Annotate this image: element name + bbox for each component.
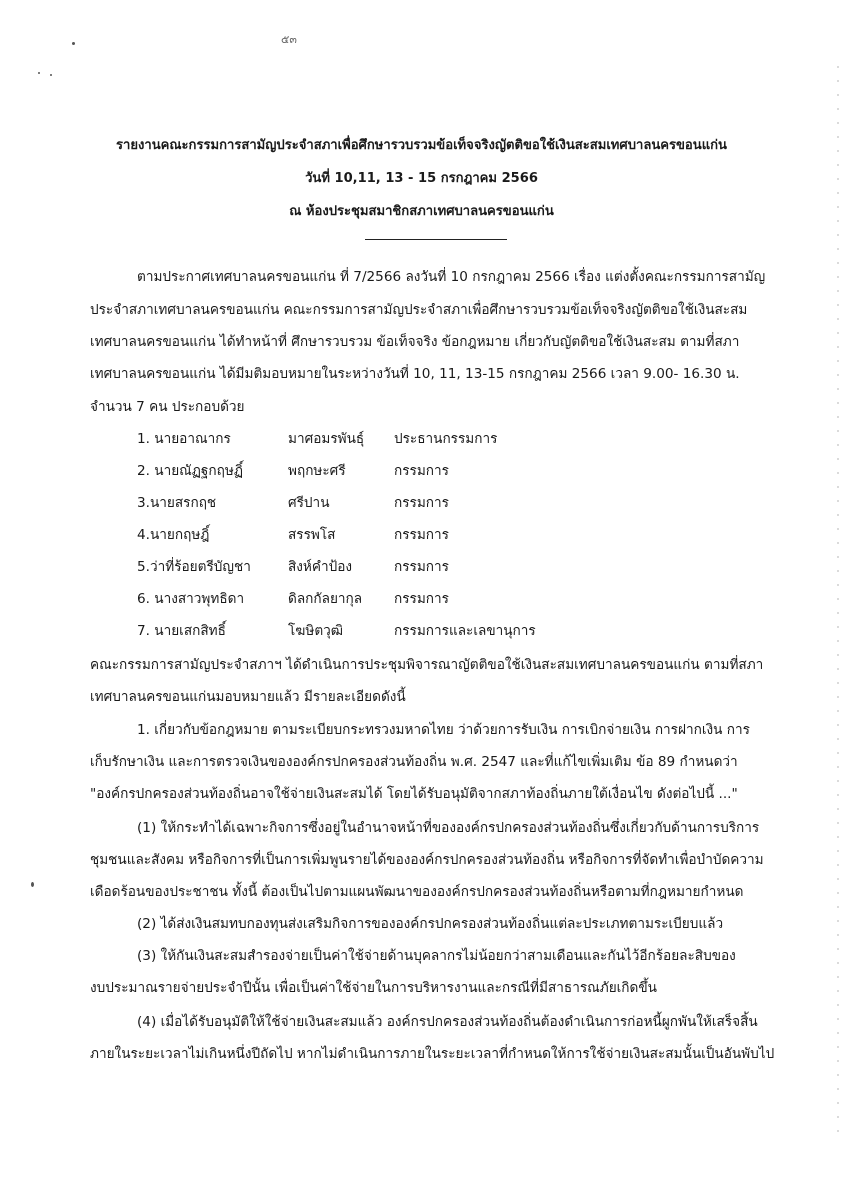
body-line: ชุมชนและสังคม หรือกิจการที่เป็นการเพิ่มพูนรายได้ขององค์กรปกครองส่วนท้องถิ่น หรือกิจการที่จัดทำเพื่อบำบัดความ	[90, 852, 764, 868]
intro-line: จำนวน 7 คน ประกอบด้วย	[90, 399, 245, 415]
intro-line: เทศบาลนครขอนแก่น ได้มีมติมอบหมายในระหว่างวันที่ 10, 11, 13-15 กรกฎาคม 2566 เวลา 9.00- 16.30 น.	[90, 366, 740, 382]
member-name: 5.ว่าที่ร้อยตรีบัญชา	[137, 559, 251, 575]
member-role: กรรมการ	[394, 495, 449, 511]
body-line: (3) ให้กันเงินสะสมสำรองจ่ายเป็นค่าใช้จ่ายด้านบุคลากรไม่น้อยกว่าสามเดือนและกันไว้อีกร้อยละสิบของ	[137, 948, 736, 964]
intro-line: ประจำสภาเทศบาลนครขอนแก่น คณะกรรมการสามัญประจำสภาเพื่อศึกษารวบรวมข้อเท็จจริงญัตติขอใช้เงินสะสม	[90, 302, 748, 318]
intro-line: เทศบาลนครขอนแก่น ได้ทำหน้าที่ ศึกษารวบรวม ข้อเท็จจริง ข้อกฎหมาย เกี่ยวกับญัตติขอใช้เงินสะสม ตามที่สภา	[90, 334, 740, 350]
member-name: 7. นายเสกสิทธิ์	[137, 623, 226, 639]
member-surname: มาศอมรพันธุ์	[288, 431, 365, 447]
body-line: (1) ให้กระทำได้เฉพาะกิจการซึ่งอยู่ในอำนาจหน้าที่ขององค์กรปกครองส่วนท้องถิ่นซึ่งเกี่ยวกับด้านการบริการ	[137, 820, 760, 836]
member-name: 1. นายอาณากร	[137, 431, 231, 447]
member-name: 4.นายกฤษฎิ์	[137, 527, 210, 543]
member-surname: ศรีปาน	[288, 495, 330, 511]
scan-speck	[50, 74, 52, 76]
member-surname: สิงห์คำป้อง	[288, 559, 353, 575]
body-line: (2) ได้ส่งเงินสมทบกองทุนส่งเสริมกิจการขององค์กรปกครองส่วนท้องถิ่นแต่ละประเภทตามระเบียบแล้ว	[137, 916, 724, 932]
body-line: เทศบาลนครขอนแก่นมอบหมายแล้ว มีรายละเอียดดังนี้	[90, 689, 406, 705]
member-role: กรรมการและเลขานุการ	[394, 623, 536, 639]
body-line: เก็บรักษาเงิน และการตรวจเงินขององค์กรปกครองส่วนท้องถิ่น พ.ศ. 2547 และที่แก้ไขเพิ่มเติม ข้อ 89 กำหนดว่า	[90, 754, 738, 770]
scan-speck	[38, 72, 40, 74]
body-line: เดือดร้อนของประชาชน ทั้งนี้ ต้องเป็นไปตามแผนพัฒนาขององค์กรปกครองส่วนท้องถิ่นหรือตามที่กฎหมายกำหนด	[90, 884, 744, 900]
report-location: ณ ห้องประชุมสมาชิกสภาเทศบาลนครขอนแก่น	[289, 204, 554, 219]
body-line: (4) เมื่อได้รับอนุมัติให้ใช้จ่ายเงินสะสมแล้ว องค์กรปกครองส่วนท้องถิ่นต้องดำเนินการก่อหนี้ผูกพันให้เสร็จสิ้น	[137, 1014, 758, 1030]
member-name: 3.นายสรกฤช	[137, 495, 217, 511]
member-surname: ดิลกกัลยากุล	[288, 591, 363, 607]
member-role: กรรมการ	[394, 591, 449, 607]
member-role: กรรมการ	[394, 463, 449, 479]
scan-edge-dots	[837, 60, 839, 1140]
intro-line: ตามประกาศเทศบาลนครขอนแก่น ที่ 7/2566 ลงวันที่ 10 กรกฎาคม 2566 เรื่อง แต่งตั้งคณะกรรมการสามัญ	[137, 269, 766, 285]
page-mark: ๕๓	[281, 33, 297, 46]
body-line: คณะกรรมการสามัญประจำสภาฯ ได้ดำเนินการประชุมพิจารณาญัตติขอใช้เงินสะสมเทศบาลนครขอนแก่น ตามที่สภา	[90, 657, 764, 673]
body-line: ภายในระยะเวลาไม่เกินหนึ่งปีถัดไป หากไม่ดำเนินการภายในระยะเวลาที่กำหนดให้การใช้จ่ายเงินสะสมนั้นเป็นอันพับไป	[90, 1046, 775, 1062]
title-divider	[365, 239, 507, 240]
member-name: 6. นางสาวพุทธิดา	[137, 591, 245, 607]
scan-speck	[72, 42, 75, 45]
member-surname: สรรพโส	[288, 527, 336, 543]
member-name: 2. นายณัฏฐกฤษฏิ์	[137, 463, 243, 479]
member-surname: พฤกษะศรี	[288, 463, 346, 479]
member-role: กรรมการ	[394, 559, 449, 575]
body-line: งบประมาณรายจ่ายประจำปีนั้น เพื่อเป็นค่าใช้จ่ายในการบริหารงานและกรณีที่มีสาธารณภัยเกิดขึ้น	[90, 980, 657, 996]
body-line: "องค์กรปกครองส่วนท้องถิ่นอาจใช้จ่ายเงินสะสมได้ โดยได้รับอนุมัติจากสภาท้องถิ่นภายใต้เงื่อนไข ดังต่อไปนี้ ..."	[90, 786, 738, 802]
report-title: รายงานคณะกรรมการสามัญประจำสภาเพื่อศึกษารวบรวมข้อเท็จจริงญัตติขอใช้เงินสะสมเทศบาลนครขอนแก่น	[116, 138, 727, 153]
report-date: วันที่ 10,11, 13 - 15 กรกฎาคม 2566	[305, 171, 538, 186]
body-line: 1. เกี่ยวกับข้อกฎหมาย ตามระเบียบกระทรวงมหาดไทย ว่าด้วยการรับเงิน การเบิกจ่ายเงิน การฝากเงิน การ	[137, 722, 750, 738]
member-surname: โฆษิตวุฒิ	[288, 623, 344, 639]
scan-speck	[31, 882, 34, 887]
member-role: กรรมการ	[394, 527, 449, 543]
member-role: ประธานกรรมการ	[394, 431, 498, 447]
